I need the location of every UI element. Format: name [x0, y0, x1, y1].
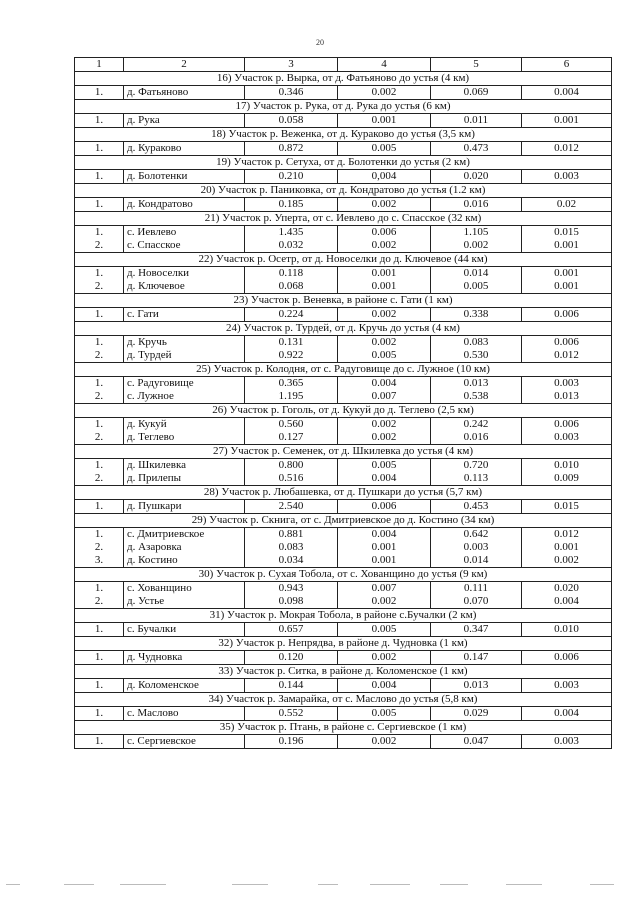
value-col5: 0.014 — [431, 267, 522, 281]
row-number: 1. — [75, 582, 124, 596]
value-col3: 0.034 — [245, 554, 338, 568]
row-number: 1. — [75, 623, 124, 637]
section-heading-row — [75, 72, 612, 86]
column-header: 1 — [75, 58, 124, 72]
row-number: 1. — [75, 707, 124, 721]
value-col4: 0.006 — [338, 500, 431, 514]
row-number: 3. — [75, 554, 124, 568]
value-col6: 0.001 — [522, 267, 612, 281]
row-number: 1. — [75, 226, 124, 240]
section-title: 35) Участок р. Птань, в районе с. Сергиевское (1 км) — [75, 721, 612, 735]
value-col3: 0.943 — [245, 582, 338, 596]
value-col5: 0.016 — [431, 431, 522, 445]
table-row — [75, 226, 612, 240]
row-number: 1. — [75, 679, 124, 693]
row-number: 1. — [75, 459, 124, 473]
value-col3: 0.098 — [245, 595, 338, 609]
table-row — [75, 735, 612, 749]
table-row — [75, 308, 612, 322]
value-col6: 0.02 — [522, 198, 612, 212]
section-title: 25) Участок р. Колодня, от с. Радуговище до с. Лужное (10 км) — [75, 363, 612, 377]
section-heading-row — [75, 721, 612, 735]
value-col4: 0.005 — [338, 349, 431, 363]
section-title: 23) Участок р. Веневка, в районе с. Гати (1 км) — [75, 294, 612, 308]
value-col5: 0.002 — [431, 239, 522, 253]
value-col6: 0.004 — [522, 707, 612, 721]
value-col4: 0.001 — [338, 554, 431, 568]
value-col5: 0.453 — [431, 500, 522, 514]
value-col4: 0.004 — [338, 472, 431, 486]
value-col6: 0.003 — [522, 735, 612, 749]
value-col5: 0.016 — [431, 198, 522, 212]
value-col3: 0.210 — [245, 170, 338, 184]
table-row — [75, 459, 612, 473]
value-col5: 0.113 — [431, 472, 522, 486]
value-col5: 0.642 — [431, 528, 522, 542]
value-col3: 1.435 — [245, 226, 338, 240]
table-row — [75, 623, 612, 637]
value-col3: 0.872 — [245, 142, 338, 156]
value-col5: 0.111 — [431, 582, 522, 596]
section-title: 31) Участок р. Мокрая Тобола, в районе с.Бучалки (2 км) — [75, 609, 612, 623]
value-col4: 0.002 — [338, 239, 431, 253]
value-col6: 0.012 — [522, 142, 612, 156]
settlement-name: с. Лужное — [124, 390, 245, 404]
settlement-name: с. Иевлево — [124, 226, 245, 240]
section-title: 34) Участок р. Замарайка, от с. Маслово до устья (5,8 км) — [75, 693, 612, 707]
section-heading-row — [75, 156, 612, 170]
table-row — [75, 114, 612, 128]
value-col4: 0.007 — [338, 390, 431, 404]
value-col6: 0.001 — [522, 114, 612, 128]
settlement-name: д. Ключевое — [124, 280, 245, 294]
section-heading-row — [75, 445, 612, 459]
value-col3: 0.365 — [245, 377, 338, 391]
row-number: 1. — [75, 735, 124, 749]
row-number: 1. — [75, 418, 124, 432]
value-col5: 0.029 — [431, 707, 522, 721]
section-heading-row — [75, 486, 612, 500]
table-row — [75, 651, 612, 665]
value-col4: 0.002 — [338, 86, 431, 100]
value-col5: 0.473 — [431, 142, 522, 156]
section-heading-row — [75, 568, 612, 582]
header-row — [75, 58, 612, 72]
table-row — [75, 582, 612, 596]
table-body — [75, 72, 612, 749]
section-title: 33) Участок р. Ситка, в районе д. Коломенское (1 км) — [75, 665, 612, 679]
section-heading-row — [75, 294, 612, 308]
row-number: 1. — [75, 336, 124, 350]
table-row — [75, 500, 612, 514]
table-row — [75, 472, 612, 486]
settlement-name: д. Пушкари — [124, 500, 245, 514]
value-col3: 0.118 — [245, 267, 338, 281]
value-col4: 0.007 — [338, 582, 431, 596]
settlement-name: д. Кукуй — [124, 418, 245, 432]
value-col6: 0.003 — [522, 431, 612, 445]
settlement-name: с. Спасское — [124, 239, 245, 253]
value-col4: 0.004 — [338, 377, 431, 391]
value-col6: 0.006 — [522, 651, 612, 665]
value-col5: 0.147 — [431, 651, 522, 665]
table-row — [75, 170, 612, 184]
row-number: 1. — [75, 308, 124, 322]
settlement-name: д. Костино — [124, 554, 245, 568]
value-col4: 0.002 — [338, 198, 431, 212]
column-header: 3 — [245, 58, 338, 72]
section-title: 19) Участок р. Сетуха, от д. Болотенки до устья (2 км) — [75, 156, 612, 170]
value-col4: 0.002 — [338, 308, 431, 322]
section-title: 26) Участок р. Гоголь, от д. Кукуй до д. Теглево (2,5 км) — [75, 404, 612, 418]
section-title: 24) Участок р. Турдей, от д. Кручь до устья (4 км) — [75, 322, 612, 336]
settlement-name: д. Азаровка — [124, 541, 245, 554]
value-col3: 0.083 — [245, 541, 338, 554]
value-col3: 0.196 — [245, 735, 338, 749]
value-col5: 0.003 — [431, 541, 522, 554]
value-col6: 0.006 — [522, 336, 612, 350]
value-col5: 0.338 — [431, 308, 522, 322]
value-col4: 0.002 — [338, 651, 431, 665]
section-heading-row — [75, 665, 612, 679]
settlement-name: д. Новоселки — [124, 267, 245, 281]
settlement-name: с. Радуговище — [124, 377, 245, 391]
section-title: 30) Участок р. Сухая Тобола, от с. Хованщино до устья (9 км) — [75, 568, 612, 582]
settlement-name: д. Болотенки — [124, 170, 245, 184]
settlement-name: д. Фатьяново — [124, 86, 245, 100]
row-number: 2. — [75, 541, 124, 554]
section-title: 28) Участок р. Любашевка, от д. Пушкари до устья (5,7 км) — [75, 486, 612, 500]
value-col6: 0.013 — [522, 390, 612, 404]
section-heading-row — [75, 128, 612, 142]
section-heading-row — [75, 609, 612, 623]
value-col5: 0.083 — [431, 336, 522, 350]
section-title: 32) Участок р. Непрядва, в районе д. Чудновка (1 км) — [75, 637, 612, 651]
value-col6: 0.003 — [522, 170, 612, 184]
section-heading-row — [75, 253, 612, 267]
value-col5: 0.005 — [431, 280, 522, 294]
value-col3: 1.195 — [245, 390, 338, 404]
settlement-name: с. Дмитриевское — [124, 528, 245, 542]
value-col6: 0.004 — [522, 595, 612, 609]
settlement-name: д. Кураково — [124, 142, 245, 156]
table-row — [75, 280, 612, 294]
settlement-name: д. Кондратово — [124, 198, 245, 212]
value-col5: 0.013 — [431, 377, 522, 391]
value-col6: 0.001 — [522, 239, 612, 253]
value-col4: 0.002 — [338, 418, 431, 432]
value-col3: 0.516 — [245, 472, 338, 486]
value-col5: 0.720 — [431, 459, 522, 473]
value-col5: 0.069 — [431, 86, 522, 100]
settlement-name: с. Гати — [124, 308, 245, 322]
value-col6: 0.006 — [522, 308, 612, 322]
settlement-name: с. Маслово — [124, 707, 245, 721]
value-col6: 0.002 — [522, 554, 612, 568]
value-col5: 0.070 — [431, 595, 522, 609]
table-row — [75, 707, 612, 721]
value-col6: 0.009 — [522, 472, 612, 486]
value-col3: 0.560 — [245, 418, 338, 432]
table-row — [75, 431, 612, 445]
settlement-name: д. Прилепы — [124, 472, 245, 486]
value-col3: 0.657 — [245, 623, 338, 637]
value-col6: 0.010 — [522, 459, 612, 473]
page-number: 20 — [316, 38, 324, 47]
section-title: 27) Участок р. Семенек, от д. Шкилевка до устья (4 км) — [75, 445, 612, 459]
value-col4: 0.004 — [338, 528, 431, 542]
row-number: 2. — [75, 595, 124, 609]
value-col5: 0.011 — [431, 114, 522, 128]
section-heading-row — [75, 322, 612, 336]
value-col6: 0.015 — [522, 500, 612, 514]
row-number: 2. — [75, 431, 124, 445]
row-number: 2. — [75, 472, 124, 486]
value-col6: 0.004 — [522, 86, 612, 100]
section-heading-row — [75, 404, 612, 418]
value-col6: 0.001 — [522, 541, 612, 554]
row-number: 1. — [75, 198, 124, 212]
value-col6: 0.012 — [522, 349, 612, 363]
column-header: 2 — [124, 58, 245, 72]
row-number: 1. — [75, 142, 124, 156]
row-number: 2. — [75, 280, 124, 294]
table-row — [75, 267, 612, 281]
value-col4: 0.001 — [338, 280, 431, 294]
settlement-name: д. Коломенское — [124, 679, 245, 693]
row-number: 1. — [75, 114, 124, 128]
value-col6: 0.010 — [522, 623, 612, 637]
value-col3: 0.144 — [245, 679, 338, 693]
section-heading-row — [75, 100, 612, 114]
settlement-name: д. Устье — [124, 595, 245, 609]
column-header: 5 — [431, 58, 522, 72]
settlement-name: д. Чудновка — [124, 651, 245, 665]
pollution-table — [74, 57, 612, 749]
row-number: 2. — [75, 239, 124, 253]
value-col4: 0.002 — [338, 431, 431, 445]
settlement-name: с. Бучалки — [124, 623, 245, 637]
column-header: 6 — [522, 58, 612, 72]
section-title: 16) Участок р. Вырка, от д. Фатьяново до устья (4 км) — [75, 72, 612, 86]
settlement-name: д. Рука — [124, 114, 245, 128]
table-row — [75, 541, 612, 554]
value-col3: 0.032 — [245, 239, 338, 253]
value-col4: 0.002 — [338, 595, 431, 609]
value-col4: 0.002 — [338, 735, 431, 749]
section-heading-row — [75, 637, 612, 651]
row-number: 1. — [75, 377, 124, 391]
table-row — [75, 390, 612, 404]
value-col3: 0.800 — [245, 459, 338, 473]
value-col5: 1.105 — [431, 226, 522, 240]
table-row — [75, 349, 612, 363]
settlement-name: с. Сергиевское — [124, 735, 245, 749]
table-row — [75, 142, 612, 156]
row-number: 1. — [75, 500, 124, 514]
value-col6: 0.015 — [522, 226, 612, 240]
value-col5: 0.242 — [431, 418, 522, 432]
table-row — [75, 239, 612, 253]
value-col4: 0.005 — [338, 623, 431, 637]
table-row — [75, 595, 612, 609]
value-col5: 0.347 — [431, 623, 522, 637]
section-title: 21) Участок р. Уперта, от с. Иевлево до с. Спасское (32 км) — [75, 212, 612, 226]
value-col3: 0.120 — [245, 651, 338, 665]
value-col6: 0.003 — [522, 377, 612, 391]
settlement-name: д. Теглево — [124, 431, 245, 445]
section-title: 29) Участок р. Скнига, от с. Дмитриевское до д. Костино (34 км) — [75, 514, 612, 528]
row-number: 1. — [75, 170, 124, 184]
value-col3: 0.185 — [245, 198, 338, 212]
section-heading-row — [75, 184, 612, 198]
value-col4: 0.001 — [338, 114, 431, 128]
row-number: 2. — [75, 349, 124, 363]
settlement-name: с. Хованщино — [124, 582, 245, 596]
value-col3: 0.058 — [245, 114, 338, 128]
value-col5: 0.047 — [431, 735, 522, 749]
value-col3: 0.131 — [245, 336, 338, 350]
value-col4: 0,004 — [338, 170, 431, 184]
value-col5: 0.530 — [431, 349, 522, 363]
value-col3: 0.346 — [245, 86, 338, 100]
section-heading-row — [75, 212, 612, 226]
table-row — [75, 679, 612, 693]
section-title: 18) Участок р. Веженка, от д. Кураково до устья (3,5 км) — [75, 128, 612, 142]
row-number: 1. — [75, 651, 124, 665]
value-col4: 0.006 — [338, 226, 431, 240]
value-col4: 0.004 — [338, 679, 431, 693]
table-row — [75, 377, 612, 391]
value-col6: 0.003 — [522, 679, 612, 693]
table-row — [75, 418, 612, 432]
value-col6: 0.012 — [522, 528, 612, 542]
section-title: 20) Участок р. Паниковка, от д. Кондратово до устья (1.2 км) — [75, 184, 612, 198]
table-row — [75, 336, 612, 350]
value-col5: 0.020 — [431, 170, 522, 184]
section-title: 17) Участок р. Рука, от д. Рука до устья (6 км) — [75, 100, 612, 114]
value-col3: 0.881 — [245, 528, 338, 542]
value-col5: 0.014 — [431, 554, 522, 568]
section-heading-row — [75, 693, 612, 707]
value-col4: 0.005 — [338, 707, 431, 721]
table-row — [75, 86, 612, 100]
settlement-name: д. Кручь — [124, 336, 245, 350]
table-row — [75, 554, 612, 568]
settlement-name: д. Шкилевка — [124, 459, 245, 473]
row-number: 1. — [75, 267, 124, 281]
value-col5: 0.538 — [431, 390, 522, 404]
value-col4: 0.005 — [338, 142, 431, 156]
value-col4: 0.001 — [338, 541, 431, 554]
table-row — [75, 528, 612, 542]
settlement-name: д. Турдей — [124, 349, 245, 363]
value-col4: 0.001 — [338, 267, 431, 281]
value-col6: 0.020 — [522, 582, 612, 596]
table-row — [75, 198, 612, 212]
value-col6: 0.001 — [522, 280, 612, 294]
section-heading-row — [75, 514, 612, 528]
row-number: 1. — [75, 528, 124, 542]
scan-noise — [0, 884, 640, 888]
section-heading-row — [75, 363, 612, 377]
value-col4: 0.005 — [338, 459, 431, 473]
row-number: 1. — [75, 86, 124, 100]
row-number: 2. — [75, 390, 124, 404]
value-col6: 0.006 — [522, 418, 612, 432]
value-col3: 0.127 — [245, 431, 338, 445]
column-header: 4 — [338, 58, 431, 72]
section-title: 22) Участок р. Осетр, от д. Новоселки до д. Ключевое (44 км) — [75, 253, 612, 267]
value-col3: 0.224 — [245, 308, 338, 322]
value-col3: 0.922 — [245, 349, 338, 363]
value-col4: 0.002 — [338, 336, 431, 350]
value-col5: 0.013 — [431, 679, 522, 693]
value-col3: 0.552 — [245, 707, 338, 721]
value-col3: 2.540 — [245, 500, 338, 514]
value-col3: 0.068 — [245, 280, 338, 294]
